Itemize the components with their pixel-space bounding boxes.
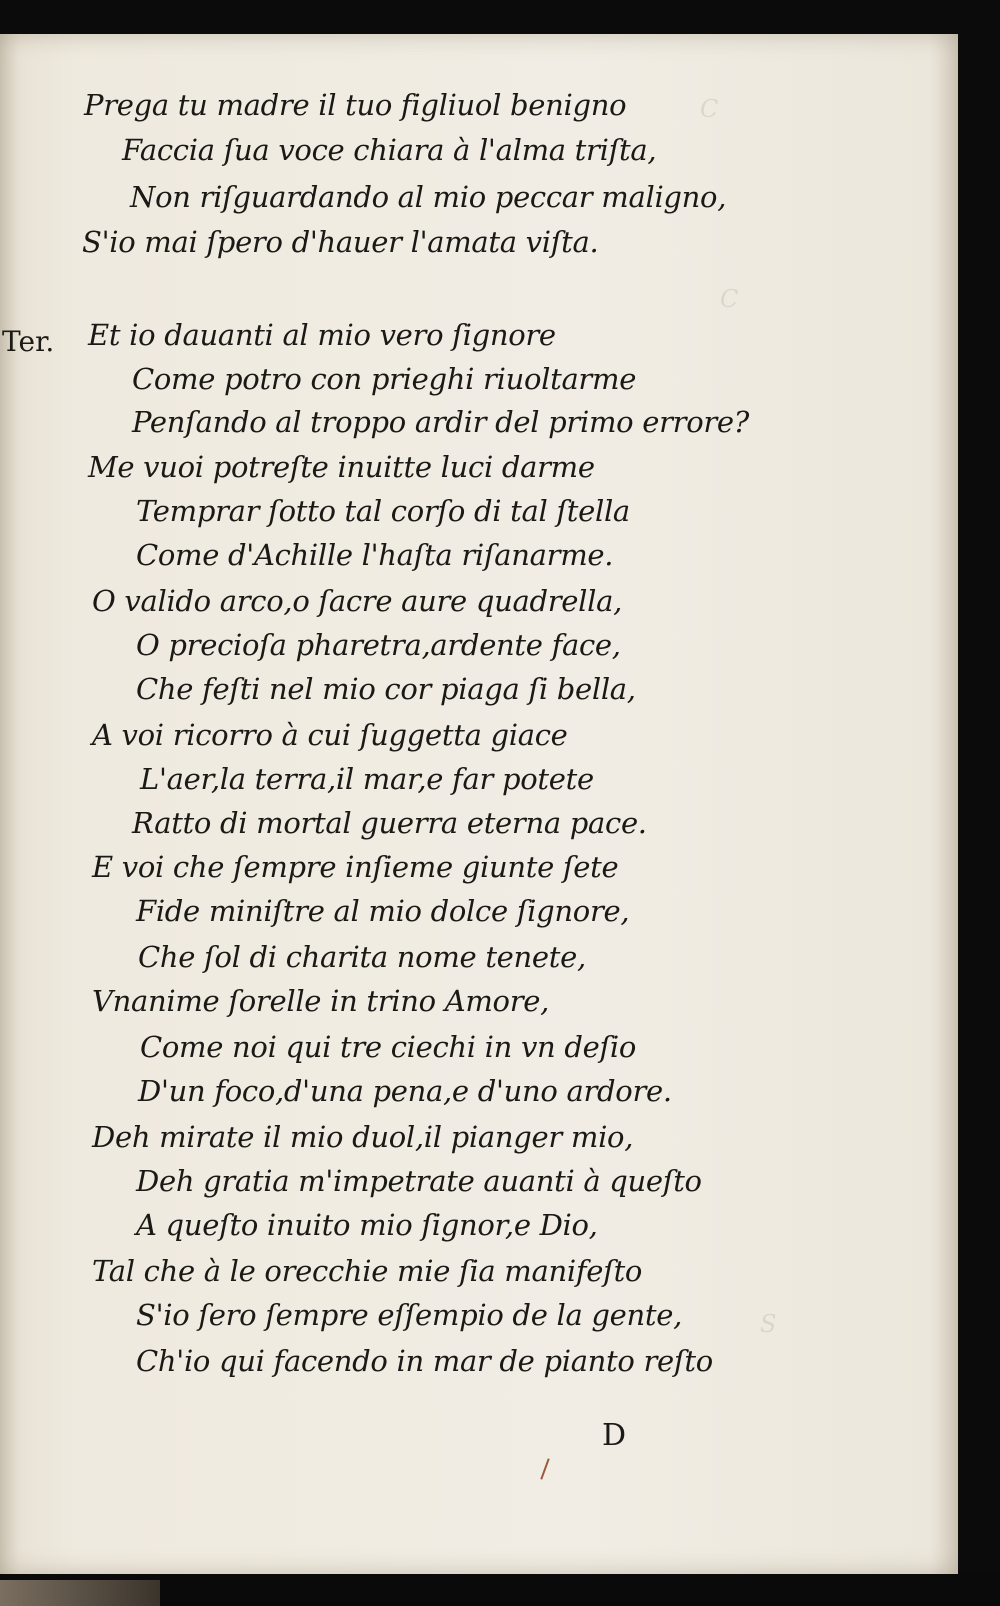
verse-line: Non riſguardando al mio peccar maligno, xyxy=(130,180,727,214)
verse-line: Et io dauanti al mio vero ſignore xyxy=(88,318,556,352)
verse-line: Penſando al troppo ardir del primo errore? xyxy=(132,405,750,439)
verse-line: Temprar ſotto tal corſo di tal ſtella xyxy=(136,494,630,528)
verse-line: Vnanime ſorelle in trino Amore, xyxy=(92,984,550,1018)
verse-line: O valido arco,o ſacre aure quadrella, xyxy=(92,584,623,618)
verse-line: O precioſa pharetra,ardente face, xyxy=(136,628,621,662)
verse-line: Fide miniſtre al mio dolce ſignore, xyxy=(136,894,630,928)
verse-line: Come d'Achille l'haſta riſanarme. xyxy=(136,538,614,572)
verse-line: Come noi qui tre ciechi in vn deſio xyxy=(140,1030,637,1064)
verse-line: E voi che ſempre inſieme giunte ſete xyxy=(92,850,619,884)
verse-line: L'aer,la terra,il mar,e far potete xyxy=(140,762,594,796)
verse-line: A queſto inuito mio ſignor,e Dio, xyxy=(136,1208,598,1242)
book-page xyxy=(0,34,958,1574)
verse-line: Ch'io qui facendo in mar de pianto reſto xyxy=(136,1344,713,1378)
verse-line: Deh gratia m'impetrate auanti à queſto xyxy=(136,1164,702,1198)
verse-line: Tal che à le orecchie mie ſia manifeſto xyxy=(92,1254,643,1288)
verse-line: S'io ſero ſempre eſſempio de la gente, xyxy=(136,1298,683,1332)
verse-line: Che feſti nel mio cor piaga ſi bella, xyxy=(136,672,636,706)
verse-line: S'io mai ſpero d'hauer l'amata viſta. xyxy=(82,225,599,259)
bleed-through: C xyxy=(700,95,719,123)
scan-bottom-border xyxy=(0,1574,1000,1606)
bleed-through: C xyxy=(720,285,739,313)
verse-line: Faccia ſua voce chiara à l'alma triſta, xyxy=(122,133,657,167)
speaker-label: Ter. xyxy=(2,325,55,358)
verse-line: Deh mirate il mio duol,il pianger mio, xyxy=(92,1120,634,1154)
verse-line: Come potro con prieghi riuoltarme xyxy=(132,362,637,396)
verse-line: Prega tu madre il tuo figliuol benigno xyxy=(84,88,627,122)
verse-line: D'un foco,d'una pena,e d'uno ardore. xyxy=(138,1074,672,1108)
verse-line: A voi ricorro à cui ſuggetta giace xyxy=(92,718,568,752)
signature-mark: D xyxy=(602,1418,627,1453)
verse-line: Che ſol di charita nome tenete, xyxy=(138,940,586,974)
bleed-through: S xyxy=(760,1310,777,1338)
verse-line: Ratto di mortal guerra eterna pace. xyxy=(132,806,647,840)
verse-line: Me vuoi potreſte inuitte luci darme xyxy=(88,450,595,484)
